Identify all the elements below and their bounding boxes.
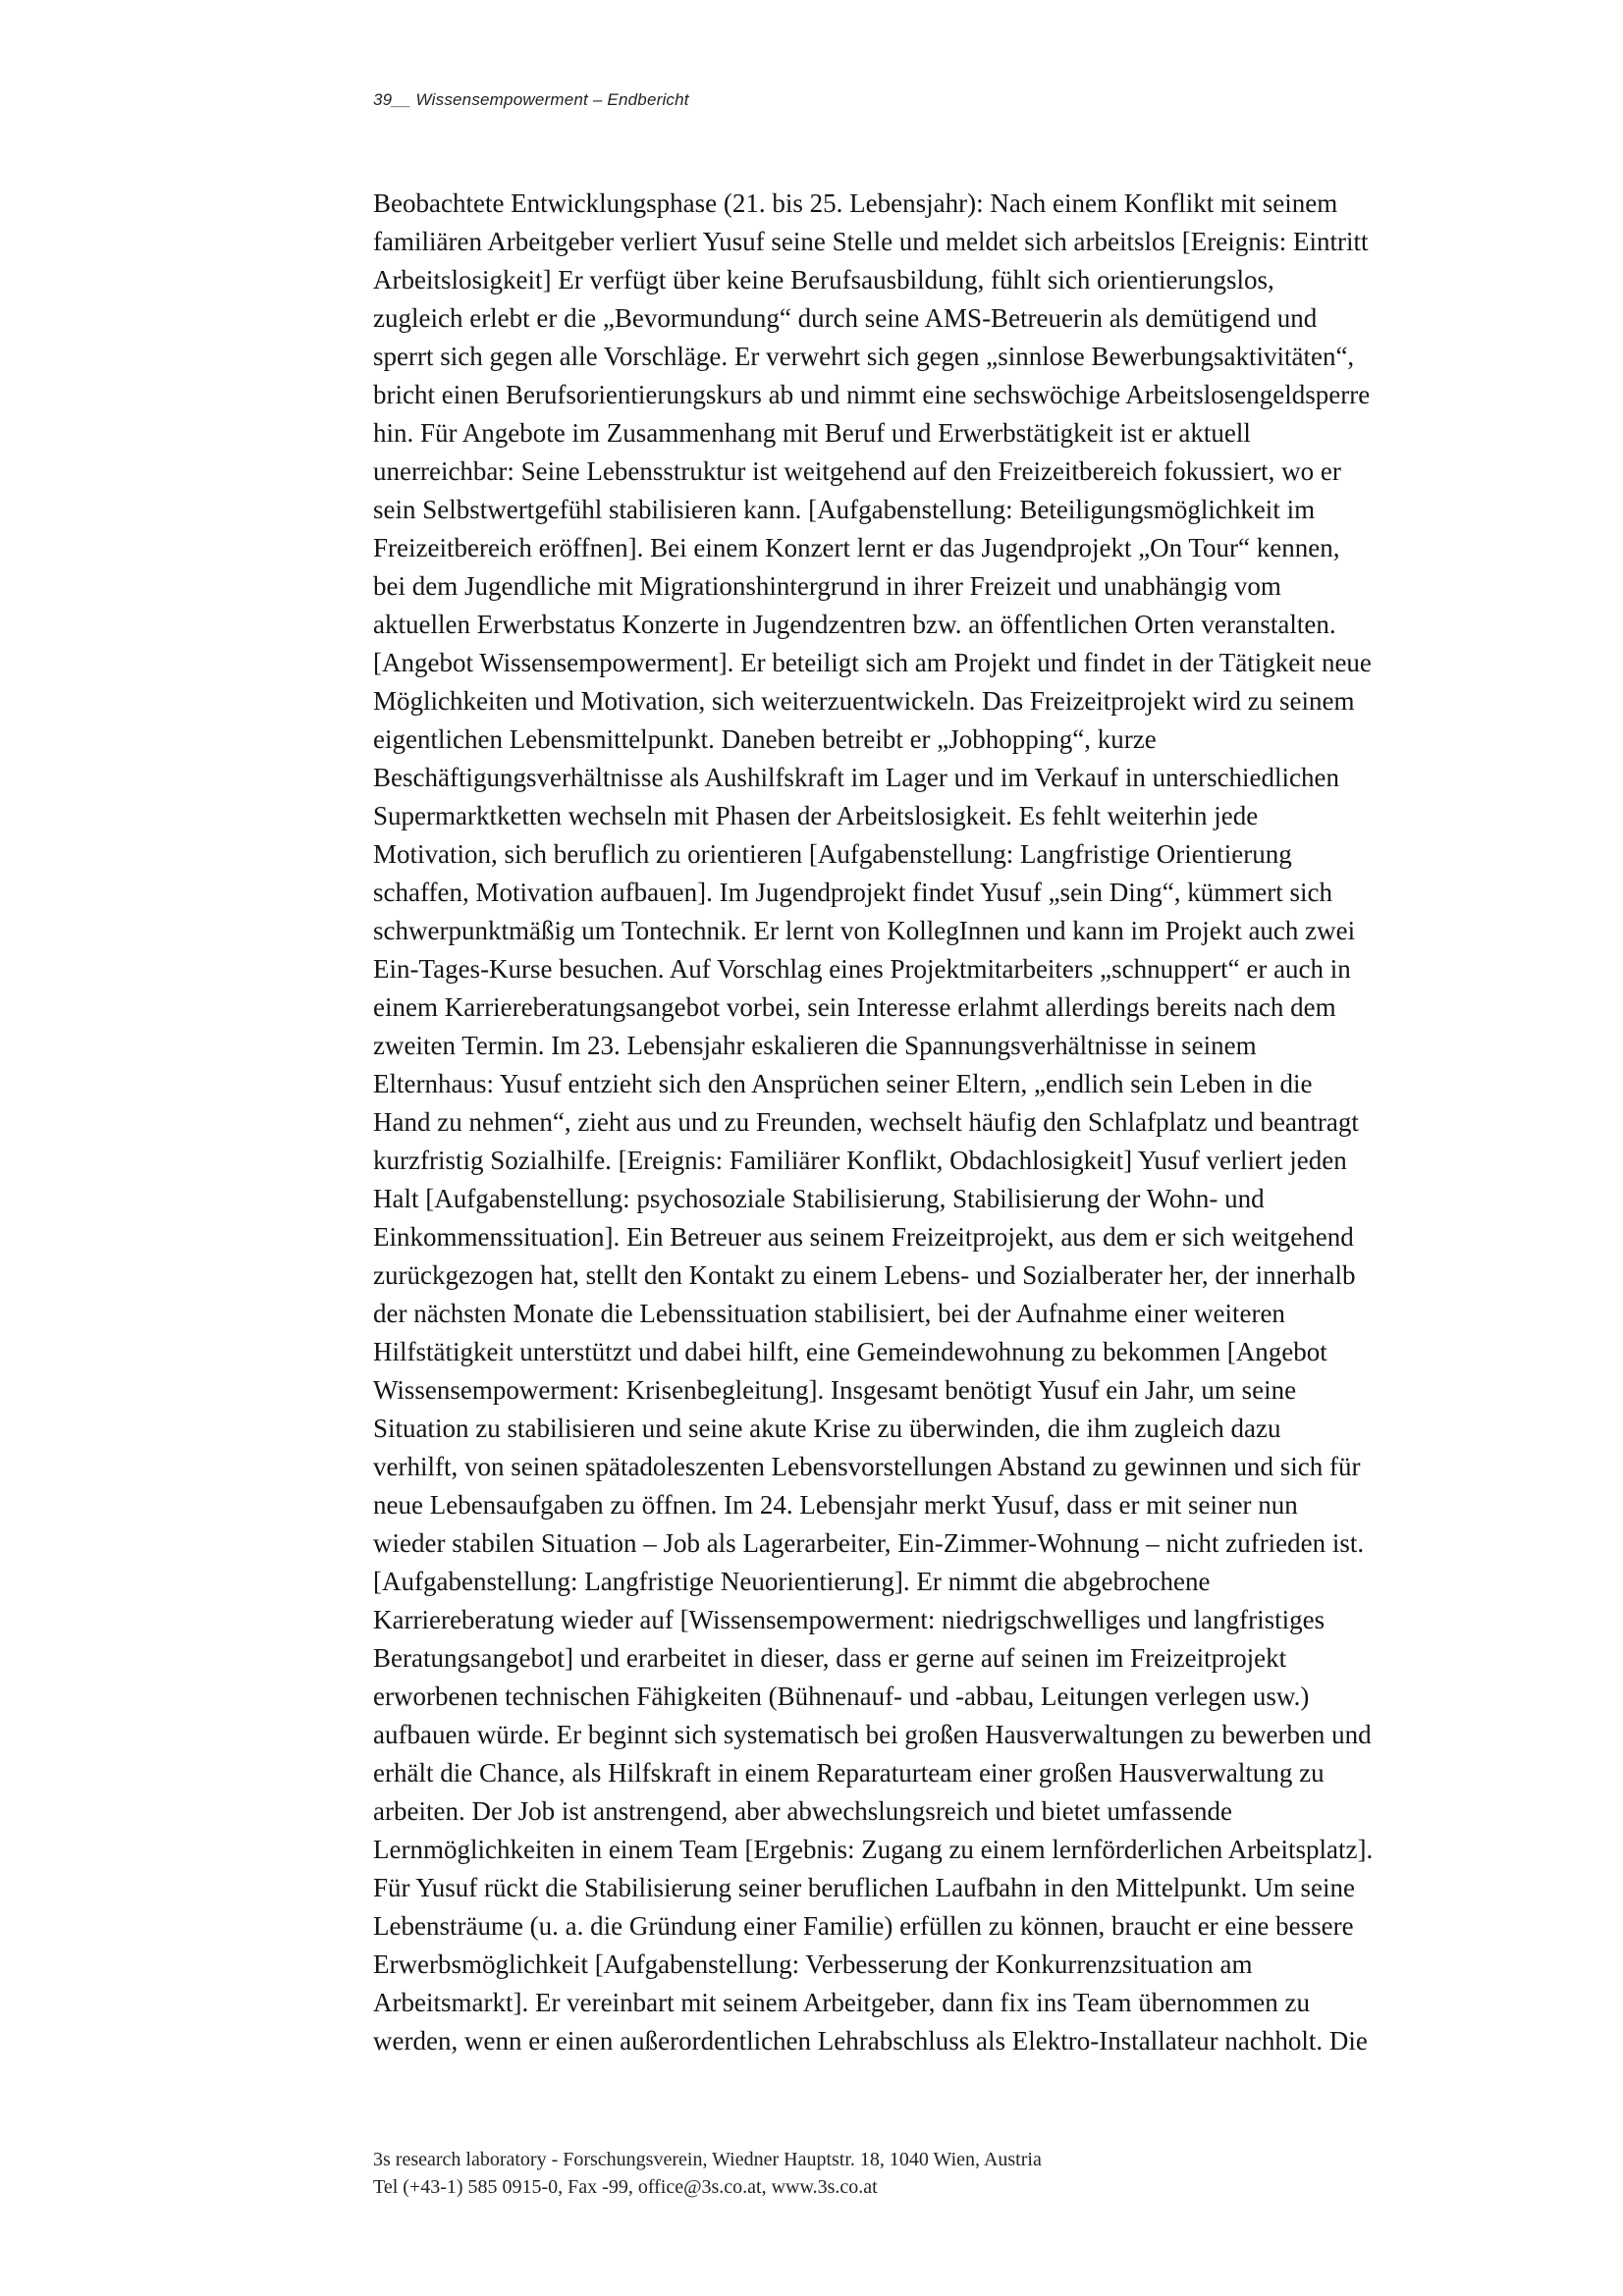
body-line: hin. Für Angebote im Zusammenhang mit Beruf und Erwerbstätigkeit ist er aktuell — [373, 418, 1251, 448]
body-line: unerreichbar: Seine Lebensstruktur ist weitgehend auf den Freizeitbereich fokussiert, wo er — [373, 456, 1341, 486]
footer-contact: Tel (+43-1) 585 0915-0, Fax -99, office@3s.co.at, www.3s.co.at — [373, 2176, 878, 2198]
body-line: schwerpunktmäßig um Tontechnik. Er lernt von KollegInnen und kann im Projekt auch zwei — [373, 916, 1356, 945]
body-line: [Angebot Wissensempowerment]. Er beteiligt sich am Projekt und findet in der Tätigkeit neue — [373, 648, 1372, 677]
body-line: zugleich erlebt er die „Bevormundung“ durch seine AMS-Betreuerin als demütigend und — [373, 303, 1318, 333]
body-line: erworbenen technischen Fähigkeiten (Bühnenauf- und -abbau, Leitungen verlegen usw.) — [373, 1682, 1310, 1711]
body-line: sperrt sich gegen alle Vorschläge. Er verwehrt sich gegen „sinnlose Bewerbungsaktivitäten“, — [373, 342, 1355, 371]
body-line: neue Lebensaufgaben zu öffnen. Im 24. Lebensjahr merkt Yusuf, dass er mit seiner nun — [373, 1490, 1298, 1520]
body-line: bei dem Jugendliche mit Migrationshintergrund in ihrer Freizeit und unabhängig vom — [373, 571, 1281, 601]
body-line: Freizeitbereich eröffnen]. Bei einem Konzert lernt er das Jugendprojekt „On Tour“ kennen, — [373, 533, 1340, 562]
body-line: Einkommenssituation]. Ein Betreuer aus seinem Freizeitprojekt, aus dem er sich weitgehend — [373, 1222, 1354, 1252]
body-line: arbeiten. Der Job ist anstrengend, aber abwechslungsreich und bietet umfassende — [373, 1796, 1232, 1826]
running-header: 39__ Wissensempowerment – Endbericht — [373, 90, 689, 109]
body-line: aufbauen würde. Er beginnt sich systematisch bei großen Hausverwaltungen zu bewerben und — [373, 1720, 1372, 1749]
body-line: werden, wenn er einen außerordentlichen Lehrabschluss als Elektro-Installateur nachholt. Die — [373, 2026, 1368, 2056]
body-line: Motivation, sich beruflich zu orientieren [Aufgabenstellung: Langfristige Orientierung — [373, 839, 1292, 869]
body-paragraph — [373, 185, 1463, 2060]
body-line: [Aufgabenstellung: Langfristige Neuorientierung]. Er nimmt die abgebrochene — [373, 1567, 1211, 1596]
body-line: Ein-Tages-Kurse besuchen. Auf Vorschlag eines Projektmitarbeiters „schnuppert“ er auch in — [373, 954, 1351, 984]
body-line: Lebensträume (u. a. die Gründung einer Familie) erfüllen zu können, braucht er eine bessere — [373, 1911, 1354, 1941]
body-line: aktuellen Erwerbstatus Konzerte in Jugendzentren bzw. an öffentlichen Orten veranstalten. — [373, 610, 1336, 639]
body-line: Erwerbsmöglichkeit [Aufgabenstellung: Verbesserung der Konkurrenzsituation am — [373, 1949, 1253, 1979]
body-line: verhilft, von seinen spätadoleszenten Lebensvorstellungen Abstand zu gewinnen und sich für — [373, 1452, 1361, 1481]
body-line: Elternhaus: Yusuf entzieht sich den Ansprüchen seiner Eltern, „endlich sein Leben in die — [373, 1069, 1313, 1098]
body-line: Halt [Aufgabenstellung: psychosoziale Stabilisierung, Stabilisierung der Wohn- und — [373, 1184, 1265, 1213]
body-line: Für Yusuf rückt die Stabilisierung seiner beruflichen Laufbahn in den Mittelpunkt. Um seine — [373, 1873, 1356, 1902]
body-line: zurückgezogen hat, stellt den Kontakt zu einem Lebens- und Sozialberater her, der innerhalb — [373, 1260, 1356, 1290]
body-line: Beschäftigungsverhältnisse als Aushilfskraft im Lager und im Verkauf in unterschiedlichen — [373, 763, 1340, 792]
body-line: sein Selbstwertgefühl stabilisieren kann. [Aufgabenstellung: Beteiligungsmöglichkeit im — [373, 495, 1316, 524]
body-line: Supermarktketten wechseln mit Phasen der Arbeitslosigkeit. Es fehlt weiterhin jede — [373, 801, 1259, 830]
body-line: einem Karriereberatungsangebot vorbei, sein Interesse erlahmt allerdings bereits nach dem — [373, 992, 1336, 1022]
body-line: Beratungsangebot] und erarbeitet in dieser, dass er gerne auf seinen im Freizeitprojekt — [373, 1643, 1287, 1673]
body-line: wieder stabilen Situation – Job als Lagerarbeiter, Ein-Zimmer-Wohnung – nicht zufrieden ist. — [373, 1528, 1365, 1558]
page-footer — [373, 2146, 1042, 2201]
footer-address: 3s research laboratory - Forschungsverein, Wiedner Hauptstr. 18, 1040 Wien, Austria — [373, 2149, 1042, 2170]
body-line: Arbeitslosigkeit] Er verfügt über keine Berufsausbildung, fühlt sich orientierungslos, — [373, 265, 1274, 294]
body-line: familiären Arbeitgeber verliert Yusuf seine Stelle und meldet sich arbeitslos [Ereignis: Eintritt — [373, 227, 1369, 256]
body-line: Karriereberatung wieder auf [Wissensempowerment: niedrigschwelliges und langfristiges — [373, 1605, 1325, 1634]
body-line: Hand zu nehmen“, zieht aus und zu Freunden, wechselt häufig den Schlafplatz und beantragt — [373, 1107, 1359, 1137]
body-line: erhält die Chance, als Hilfskraft in einem Reparaturteam einer großen Hausverwaltung zu — [373, 1758, 1325, 1788]
body-line: Lernmöglichkeiten in einem Team [Ergebnis: Zugang zu einem lernförderlichen Arbeitsplatz]. — [373, 1835, 1374, 1864]
body-line: Hilfstätigkeit unterstützt und dabei hilft, eine Gemeindewohnung zu bekommen [Angebot — [373, 1337, 1327, 1366]
body-line: eigentlichen Lebensmittelpunkt. Daneben betreibt er „Jobhopping“, kurze — [373, 724, 1157, 754]
body-line: Beobachtete Entwicklungsphase (21. bis 25. Lebensjahr): Nach einem Konflikt mit seinem — [373, 188, 1338, 218]
body-line: zweiten Termin. Im 23. Lebensjahr eskalieren die Spannungsverhältnisse in seinem — [373, 1031, 1257, 1060]
body-line: Arbeitsmarkt]. Er vereinbart mit seinem Arbeitgeber, dann fix ins Team übernommen zu — [373, 1988, 1310, 2017]
body-line: der nächsten Monate die Lebenssituation stabilisiert, bei der Aufnahme einer weiteren — [373, 1299, 1285, 1328]
body-line: bricht einen Berufsorientierungskurs ab und nimmt eine sechswöchige Arbeitslosengeldsperre — [373, 380, 1371, 409]
body-line: Situation zu stabilisieren und seine akute Krise zu überwinden, die ihm zugleich dazu — [373, 1414, 1281, 1443]
body-line: Wissensempowerment: Krisenbegleitung]. Insgesamt benötigt Yusuf ein Jahr, um seine — [373, 1375, 1297, 1405]
body-line: schaffen, Motivation aufbauen]. Im Jugendprojekt findet Yusuf „sein Ding“, kümmert sich — [373, 878, 1333, 907]
body-line: Möglichkeiten und Motivation, sich weiterzuentwickeln. Das Freizeitprojekt wird zu seinem — [373, 686, 1355, 716]
body-line: kurzfristig Sozialhilfe. [Ereignis: Familiärer Konflikt, Obdachlosigkeit] Yusuf verliert jeden — [373, 1146, 1347, 1175]
